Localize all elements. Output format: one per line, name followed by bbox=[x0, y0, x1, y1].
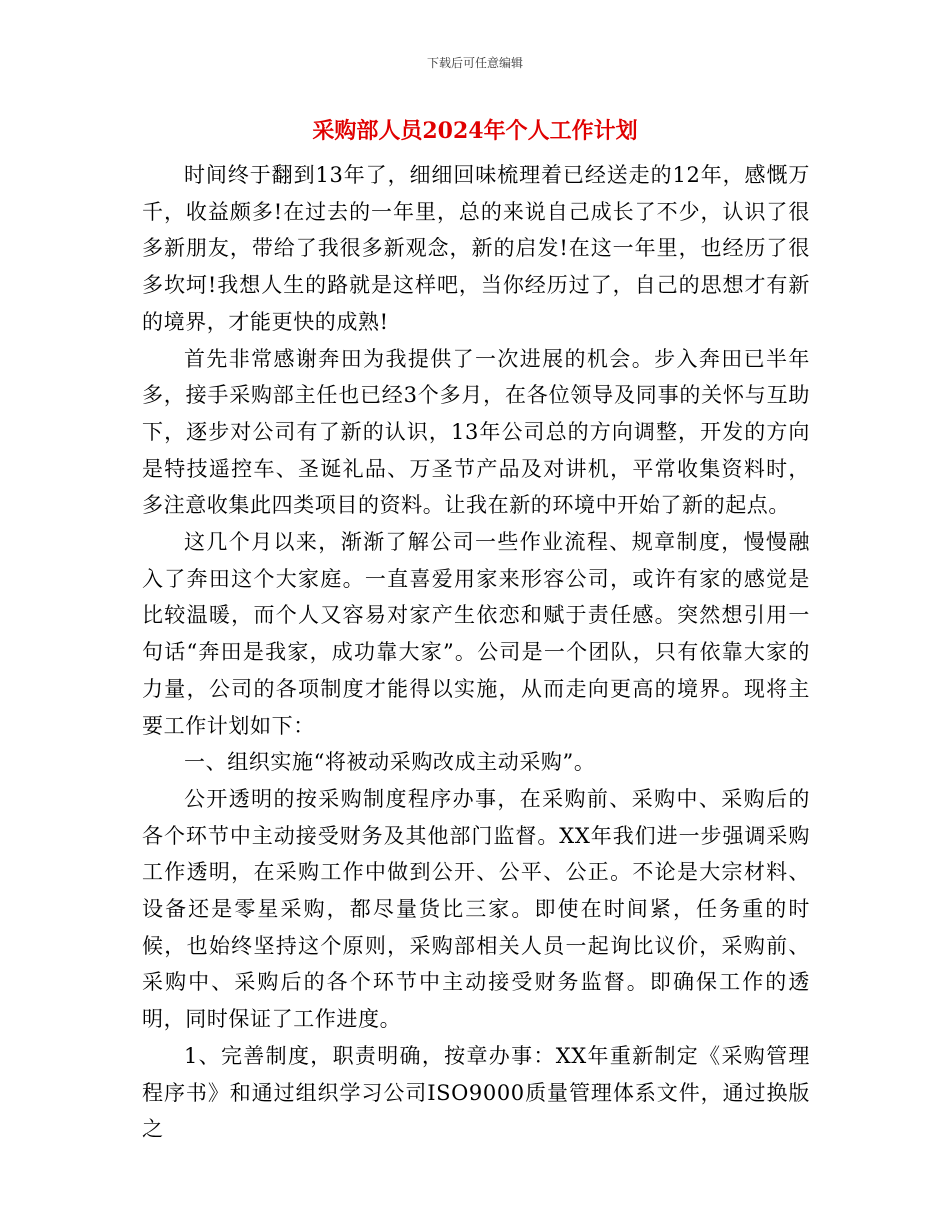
page-header: 下载后可任意编辑 bbox=[426, 56, 523, 70]
paragraph: 时间终于翻到13年了，细细回味梳理着已经送走的12年，感慨万千，收益颇多!在过去的一年里，总的来说自己成长了不少，认识了很多新朋友，带给了我很多新观念，新的启发!在这一年里，也经历了很多坎坷!我想人生的路就是这样吧，当你经历过了，自己的思想才有新的境界，才能更快的成熟! bbox=[142, 163, 810, 334]
paragraph: 1、完善制度，职责明确，按章办事：XX年重新制定《采购管理程序书》和通过组织学习公司ISO9000质量管理体系文件，通过换版之 bbox=[142, 1043, 810, 1142]
document-title: 采购部人员2024年个人工作计划 bbox=[312, 118, 638, 144]
paragraph: 公开透明的按采购制度程序办事，在采购前、采购中、采购后的各个环节中主动接受财务及其他部门监督。XX年我们进一步强调采购工作透明，在采购工作中做到公开、公平、公正。不论是大宗材料、设备还是零星采购，都尽量货比三家。即使在时间紧，任务重的时候，也始终坚持这个原则，采购部相关人员一起询比议价，采购前、采购中、采购后的各个环节中主动接受财务监督。即确保工作的透明，同时保证了工作进度。 bbox=[142, 786, 810, 1032]
paragraph: 这几个月以来，渐渐了解公司一些作业流程、规章制度，慢慢融入了奔田这个大家庭。一直喜爱用家来形容公司，或许有家的感觉是比较温暖，而个人又容易对家产生依恋和赋于责任感。突然想引用一句话“奔田是我家，成功靠大家”。公司是一个团队，只有依靠大家的力量，公司的各项制度才能得以实施，从而走向更高的境界。现将主要工作计划如下： bbox=[142, 530, 810, 738]
paragraph: 首先非常感谢奔田为我提供了一次进展的机会。步入奔田已半年多，接手采购部主任也已经3个多月，在各位领导及同事的关怀与互助下，逐步对公司有了新的认识，13年公司总的方向调整，开发的方向是特技遥控车、圣诞礼品、万圣节产品及对讲机，平常收集资料时，多注意收集此四类项目的资料。让我在新的环境中开始了新的起点。 bbox=[142, 346, 810, 518]
document-body bbox=[142, 157, 810, 1148]
section-heading: 一、组织实施“将被动采购改成主动采购”。 bbox=[184, 750, 596, 775]
